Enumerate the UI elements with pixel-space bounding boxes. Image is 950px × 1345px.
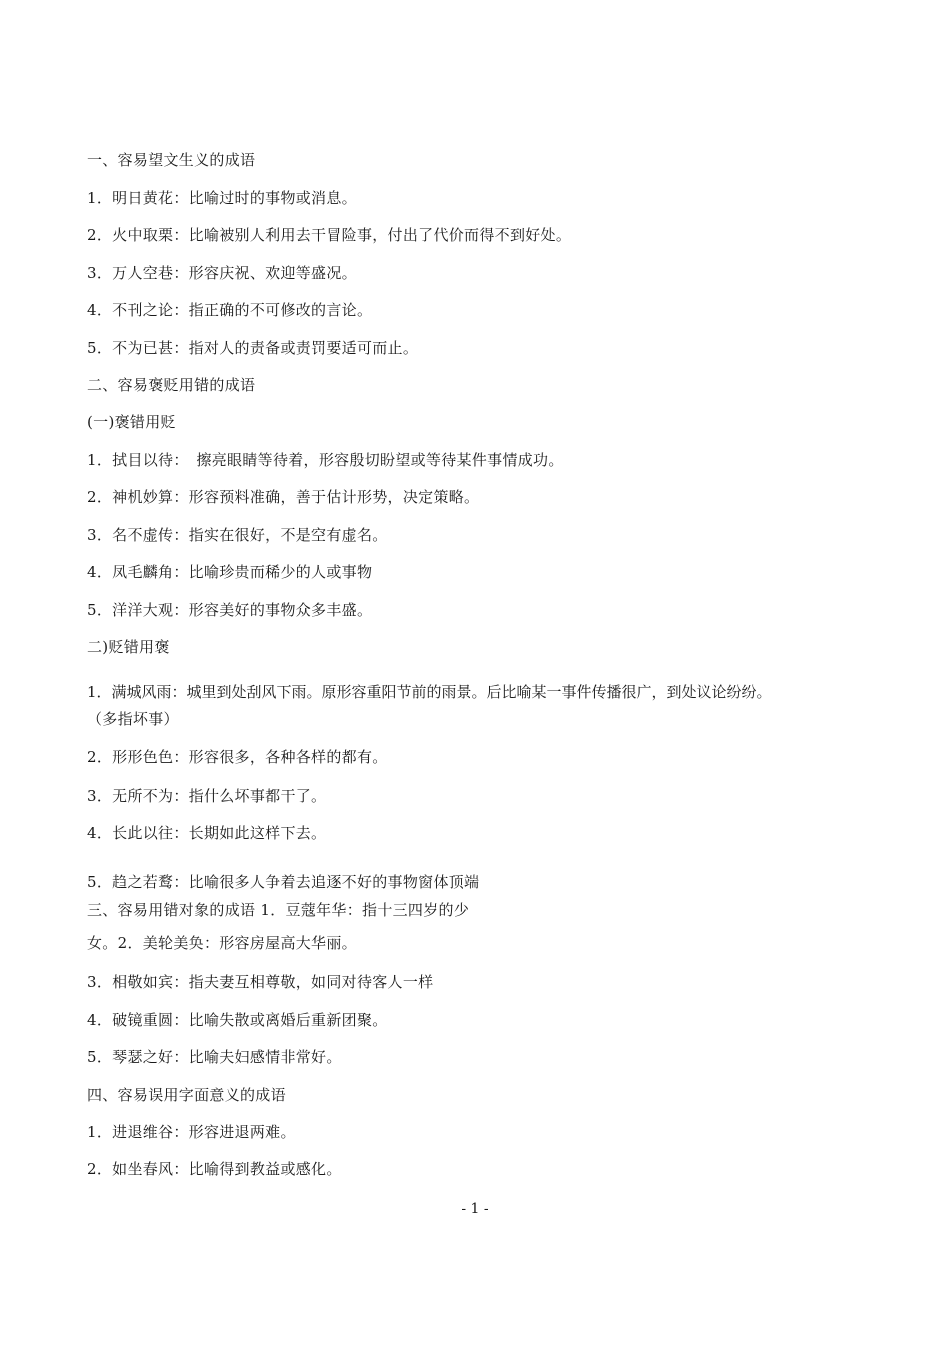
list-item: 5．洋洋大观：形容美好的事物众多丰盛。 bbox=[87, 601, 373, 619]
list-item: 4．破镜重圆：比喻失散或离婚后重新团聚。 bbox=[87, 1011, 388, 1029]
list-item: 1．明日黄花：比喻过时的事物或消息。 bbox=[87, 189, 357, 207]
list-item: 1．进退维谷：形容进退两难。 bbox=[87, 1123, 296, 1141]
list-item: 2．形形色色：形容很多，各种各样的都有。 bbox=[87, 748, 388, 766]
list-item: 5．不为已甚：指对人的责备或责罚要适可而止。 bbox=[87, 339, 419, 357]
list-item: 1．拭目以待： 擦亮眼睛等待着，形容殷切盼望或等待某件事情成功。 bbox=[87, 451, 564, 469]
list-item: 5．趋之若鹜：比喻很多人争着去追逐不好的事物窗体顶端 bbox=[87, 873, 480, 891]
list-item: 3．名不虚传：指实在很好，不是空有虚名。 bbox=[87, 526, 388, 544]
subsection-heading-2-2: 二)贬错用褒 bbox=[87, 638, 170, 656]
list-item: 3．无所不为：指什么坏事都干了。 bbox=[87, 787, 327, 805]
section-heading-2: 二、容易褒贬用错的成语 bbox=[87, 376, 256, 394]
list-item: 3．相敬如宾：指夫妻互相尊敬，如同对待客人一样 bbox=[87, 973, 434, 991]
subsection-heading-2-1: (一)褒错用贬 bbox=[87, 413, 176, 431]
section-heading-1: 一、容易望文生义的成语 bbox=[87, 151, 256, 169]
list-item: 4．长此以往：长期如此这样下去。 bbox=[87, 824, 327, 842]
page-number: - 1 - bbox=[461, 1201, 489, 1217]
list-item: 2．如坐春风：比喻得到教益或感化。 bbox=[87, 1160, 342, 1178]
list-item: 4．不刊之论：指正确的不可修改的言论。 bbox=[87, 301, 373, 319]
list-item: 1．满城风雨：城里到处刮风下雨。原形容重阳节前的雨景。后比喻某一事件传播很广，到处议论纷纷。 bbox=[87, 683, 772, 701]
list-item: 2．火中取栗：比喻被别人利用去干冒险事，付出了代价而得不到好处。 bbox=[87, 226, 572, 244]
list-item: 3．万人空巷：形容庆祝、欢迎等盛况。 bbox=[87, 264, 357, 282]
list-item: 4．凤毛麟角：比喻珍贵而稀少的人或事物 bbox=[87, 563, 373, 581]
section-heading-4: 四、容易误用字面意义的成语 bbox=[87, 1086, 286, 1104]
section-heading-3: 三、容易用错对象的成语 1．豆蔻年华：指十三四岁的少 bbox=[87, 901, 470, 919]
list-item: 5．琴瑟之好：比喻夫妇感情非常好。 bbox=[87, 1048, 342, 1066]
list-item-continuation: 女。2．美轮美奂：形容房屋高大华丽。 bbox=[87, 934, 357, 952]
list-item-continuation: （多指坏事） bbox=[87, 710, 179, 728]
list-item: 2．神机妙算：形容预料准确，善于估计形势，决定策略。 bbox=[87, 488, 480, 506]
